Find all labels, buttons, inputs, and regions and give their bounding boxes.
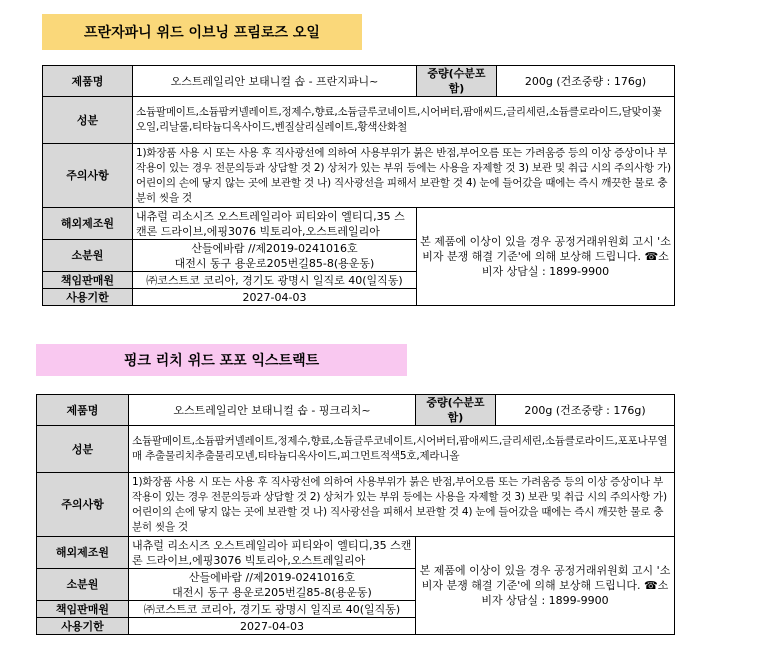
ingredients: 소듐팔메이트,소듐팜커넬레이트,정제수,향료,소듐글루코네이트,시어버터,팜애씨드,글리세린,소듐클로라이드,달맞이꽃오일,리날룰,티타늄디옥사이드,벤질살리실레이트,황색산화철 bbox=[133, 97, 675, 144]
label-product-name: 제품명 bbox=[43, 66, 133, 97]
distributor-line2: 대전시 동구 용운로205번길85-8(용운동) bbox=[174, 256, 375, 270]
label-distributor: 소분원 bbox=[37, 569, 129, 601]
label-manufacturer: 해외제조원 bbox=[43, 208, 133, 240]
expiry-date: 2027-04-03 bbox=[129, 618, 416, 635]
product-info-table bbox=[36, 394, 675, 635]
manufacturer: 내츄럴 리소시즈 오스트레일리아 피티와이 엘티디,35 스캔론 드라이브,에핑3076 빅토리아,오스트레일리아 bbox=[129, 537, 416, 569]
seller: ㈜코스트코 코리아, 경기도 광명시 일직로 40(일직동) bbox=[133, 272, 417, 289]
product-title: 핑크 리치 위드 포포 익스트랙트 bbox=[36, 344, 407, 376]
label-manufacturer: 해외제조원 bbox=[37, 537, 129, 569]
expiry-date: 2027-04-03 bbox=[133, 289, 417, 306]
consumer-notice: 본 제품에 이상이 있을 경우 공정거래위원회 고시 '소비자 분쟁 해결 기준'에 의해 보상해 드립니다. ☎소비자 상담실 : 1899-9900 bbox=[417, 208, 675, 306]
label-caution: 주의사항 bbox=[37, 473, 129, 537]
label-expiry: 사용기한 bbox=[37, 618, 129, 635]
caution: 1)화장품 사용 시 또는 사용 후 직사광선에 의하여 사용부위가 붉은 반점,부어오름 또는 가려움증 등의 이상 증상이나 부작용이 있는 경우 전문의등과 상담할 것 2) 상처가 있는 부위 등에는 사용을 자제할 것 3) 보관 및 취급 시의 주의사항 가) 어린이의 손에 닿지 않는 곳에 보관할 것 나) 직사광선을 피해서 보관할 것 4) 눈에 들어갔을 때에는 즉시 깨끗한 물로 충분히 씻을 것 bbox=[129, 473, 675, 537]
product-name: 오스트레일리안 보태니컬 솝 - 프란지파니~ bbox=[133, 66, 417, 97]
ingredients: 소듐팔메이트,소듐팜커넬레이트,정제수,향료,소듐글루코네이트,시어버터,팜애씨드,글리세린,소듐클로라이드,포포나무열매 추출물리치추출물리모넨,티타늄디옥사이드,피그먼트적색5호,제라니올 bbox=[129, 426, 675, 473]
weight: 200g (건조중량 : 176g) bbox=[497, 66, 675, 97]
manufacturer: 내츄럴 리소시즈 오스트레일리아 피티와이 엘티디,35 스캔론 드라이브,에핑3076 빅토리아,오스트레일리아 bbox=[133, 208, 417, 240]
label-expiry: 사용기한 bbox=[43, 289, 133, 306]
distributor-line1: 산들에바람 //제2019-0241016호 bbox=[191, 241, 358, 255]
consumer-notice: 본 제품에 이상이 있을 경우 공정거래위원회 고시 '소비자 분쟁 해결 기준'에 의해 보상해 드립니다. ☎소비자 상담실 : 1899-9900 bbox=[416, 537, 675, 635]
label-caution: 주의사항 bbox=[43, 144, 133, 208]
label-distributor: 소분원 bbox=[43, 240, 133, 272]
label-weight: 중량(수분포함) bbox=[417, 66, 497, 97]
label-seller: 책임판매원 bbox=[37, 601, 129, 618]
product-name: 오스트레일리안 보태니컬 솝 - 핑크리치~ bbox=[129, 395, 416, 426]
distributor bbox=[133, 240, 417, 272]
caution: 1)화장품 사용 시 또는 사용 후 직사광선에 의하여 사용부위가 붉은 반점,부어오름 또는 가려움증 등의 이상 증상이나 부작용이 있는 경우 전문의등과 상담할 것 2) 상처가 있는 부위 등에는 사용을 자제할 것 3) 보관 및 취급 시의 주의사항 가) 어린이의 손에 닿지 않는 곳에 보관할 것 나) 직사광선을 피해서 보관할 것 4) 눈에 들어갔을 때에는 즉시 깨끗한 물로 충분히 씻을 것 bbox=[133, 144, 675, 208]
label-product-name: 제품명 bbox=[37, 395, 129, 426]
label-ingredients: 성분 bbox=[43, 97, 133, 144]
label-seller: 책임판매원 bbox=[43, 272, 133, 289]
seller: ㈜코스트코 코리아, 경기도 광명시 일직로 40(일직동) bbox=[129, 601, 416, 618]
distributor-line1: 산들에바람 //제2019-0241016호 bbox=[188, 570, 356, 584]
product-info-table bbox=[42, 65, 675, 306]
label-weight: 중량(수분포함) bbox=[416, 395, 496, 426]
label-ingredients: 성분 bbox=[37, 426, 129, 473]
distributor bbox=[129, 569, 416, 601]
distributor-line2: 대전시 동구 용운로205번길85-8(용운동) bbox=[172, 585, 372, 599]
product-title: 프란자파니 위드 이브닝 프림로즈 오일 bbox=[42, 14, 362, 50]
weight: 200g (건조중량 : 176g) bbox=[496, 395, 675, 426]
